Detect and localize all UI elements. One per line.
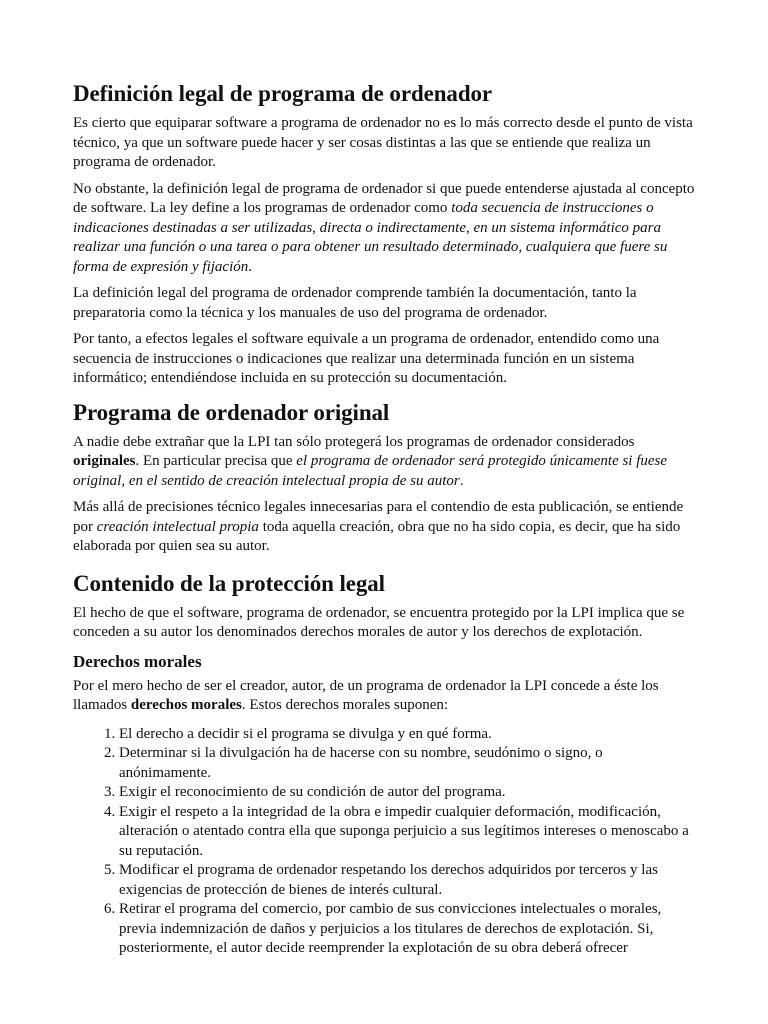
list-item: 2. Determinar si la divulgación ha de hacerse con su nombre, seudónimo o signo, o anónimamente. <box>119 744 696 783</box>
list-item: 3. Exigir el reconocimiento de su condición de autor del programa. <box>119 783 696 803</box>
subsection-heading: Derechos morales <box>73 651 202 671</box>
section-heading: Programa de ordenador original <box>73 399 390 425</box>
paragraph: A nadie debe extrañar que la LPI tan sólo protegerá los programas de ordenador considerados originales. En particular precisa que el programa de ordenador será protegido únicamente si fuese original, en el sentido de creación intelectual propia de su autor. <box>73 433 668 489</box>
section-heading: Definición legal de programa de ordenador <box>73 81 493 106</box>
list-item: 1. El derecho a decidir si el programa se divulga y en qué forma. <box>119 725 696 745</box>
emphasis-text: el programa de ordenador será protegido únicamente si fuese original, en el sentido de creación intelectual propia de su autor <box>73 453 668 489</box>
paragraph: La definición legal del programa de ordenador comprende también la documentación, tanto la preparatoria como la técnica y los manuales de uso del programa de ordenador. <box>73 285 637 321</box>
section-heading: Contenido de la protección legal <box>73 570 385 596</box>
list-item: 4. Exigir el respeto a la integridad de la obra e impedir cualquier deformación, modificación, alteración o atentado contra ella que suponga perjuicio a sus legítimos intereses o menoscabo a su reputación. <box>119 803 696 862</box>
list-item: 6. Retirar el programa del comercio, por cambio de sus convicciones intelectuales o morales, previa indemnización de daños y perjuicios a los titulares de derechos de explotación. Si, posteriormente, el autor decide reemprender la explotación de su obra deberá ofrecer <box>119 900 696 959</box>
emphasis-text: toda secuencia de instrucciones o indicaciones destinadas a ser utilizadas, directa o indirectamente, en un sistema informático para realizar una función o una tarea o para obtener un resultado determinado, cualquiera que fuere su forma de expresión y fijación <box>73 200 668 275</box>
paragraph: Más allá de precisiones técnico legales innecesarias para el contendio de esta publicación, se entiende por creación intelectual propia toda aquella creación, obra que no ha sido copia, es decir, que ha sido elaborada por quien sea su autor. <box>73 499 684 554</box>
paragraph: Por tanto, a efectos legales el software equivale a un programa de ordenador, entendido como una secuencia de instrucciones o indicaciones que realizar una determinada función en un sistema informático; entendiéndose incluida en su protección su documentación. <box>73 331 660 386</box>
bold-text: originales <box>73 453 136 469</box>
bold-text: derechos morales <box>130 697 242 713</box>
paragraph: Es cierto que equiparar software a programa de ordenador no es lo más correcto desde el punto de vista técnico, ya que un software puede hacer y ser cosas distintas a las que se entiende que realiza un programa de ordenador. <box>73 115 693 170</box>
list-item: 5. Modificar el programa de ordenador respetando los derechos adquiridos por terceros y las exigencias de protección de bienes de interés cultural. <box>119 861 696 900</box>
paragraph: Por el mero hecho de ser el creador, autor, de un programa de ordenador la LPI concede a éste los llamados derechos morales. Estos derechos morales suponen: <box>73 677 659 713</box>
moral-rights-list <box>73 725 696 959</box>
paragraph: El hecho de que el software, programa de ordenador, se encuentra protegido por la LPI implica que se conceden a su autor los denominados derechos morales de autor y los derechos de explotación. <box>73 604 685 640</box>
paragraph: No obstante, la definición legal de programa de ordenador si que puede entenderse ajustada al concepto de software. La ley define a los programas de ordenador como toda secuencia de instrucciones o indicaciones destinadas a ser utilizadas, directa o indirectamente, en un sistema informático para realizar una función o una tarea o para obtener un resultado determinado, cualquiera que fuere su forma de expresión y fijación. <box>73 180 695 275</box>
emphasis-text: creación intelectual propia <box>96 518 259 535</box>
